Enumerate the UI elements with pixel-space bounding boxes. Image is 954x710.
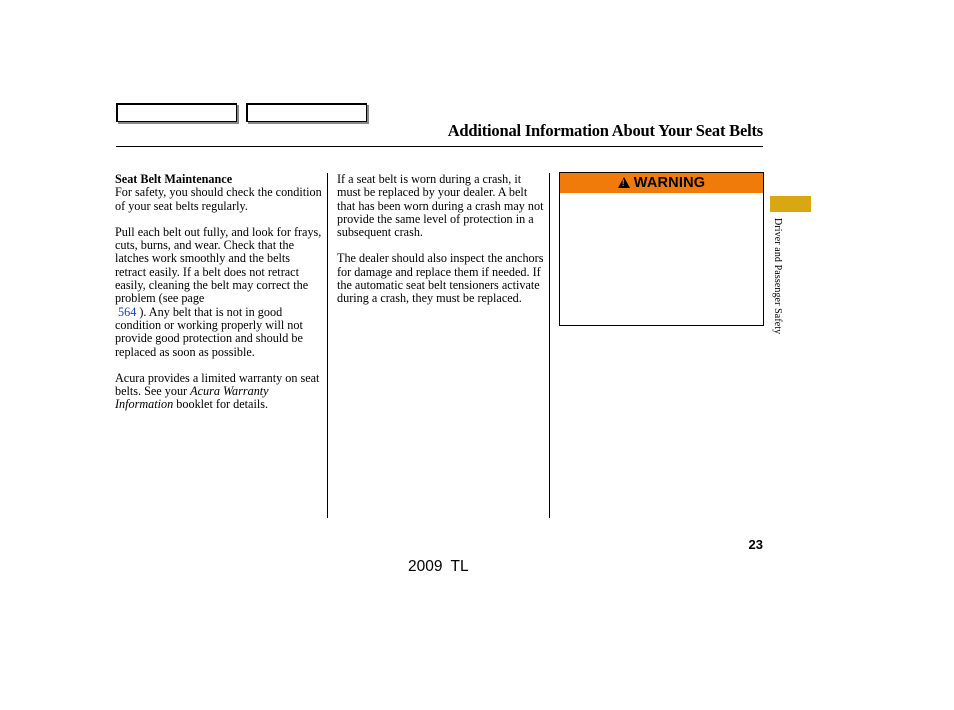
paragraph: For safety, you should check the condition of your seat belts regularly. bbox=[115, 185, 322, 213]
nav-button-1[interactable] bbox=[116, 103, 237, 122]
title-divider bbox=[116, 146, 763, 147]
column-divider bbox=[327, 173, 328, 518]
section-heading: Seat Belt Maintenance bbox=[115, 172, 233, 186]
column-divider bbox=[549, 173, 550, 518]
paragraph: The dealer should also inspect the anchors for damage and replace them if needed. If the automatic seat belt tensioners activate during a crash, they must be replaced. bbox=[337, 251, 544, 306]
paragraph-continued: booklet for details. bbox=[176, 397, 269, 412]
warning-triangle-icon bbox=[618, 177, 630, 188]
middle-column bbox=[337, 173, 544, 319]
nav-button-2[interactable] bbox=[246, 103, 367, 122]
paragraph: If a seat belt is worn during a crash, it must be replaced by your dealer. A belt that has been worn during a crash may not provide the same level of protection in a subsequent crash. bbox=[337, 172, 544, 240]
section-tab[interactable] bbox=[770, 196, 811, 212]
footer-model: 2009 TL bbox=[408, 558, 469, 575]
page-reference-link[interactable]: 564 bbox=[118, 304, 137, 319]
booklet-title: Acura Warranty Information bbox=[115, 384, 269, 412]
warning-header bbox=[560, 173, 763, 193]
paragraph: Acura provides a limited warranty on seat belts. See your bbox=[115, 370, 320, 399]
left-column bbox=[115, 173, 323, 425]
warning-box bbox=[559, 172, 764, 326]
warning-label: WARNING bbox=[633, 175, 706, 191]
paragraph: Pull each belt out fully, and look for frays, cuts, burns, and wear. Check that the latches work smoothly and the belts retract easily. If a belt does not retract easily, cleaning the belt may correct the problem (see page bbox=[115, 224, 322, 306]
page-title: Additional Information About Your Seat Belts bbox=[447, 121, 763, 140]
section-label: Driver and Passenger Safety bbox=[772, 218, 783, 335]
page-number: 23 bbox=[748, 537, 763, 552]
paragraph-continued: ). Any belt that is not in good condition or working properly will not provide good protection and should be replaced as soon as possible. bbox=[115, 304, 303, 359]
